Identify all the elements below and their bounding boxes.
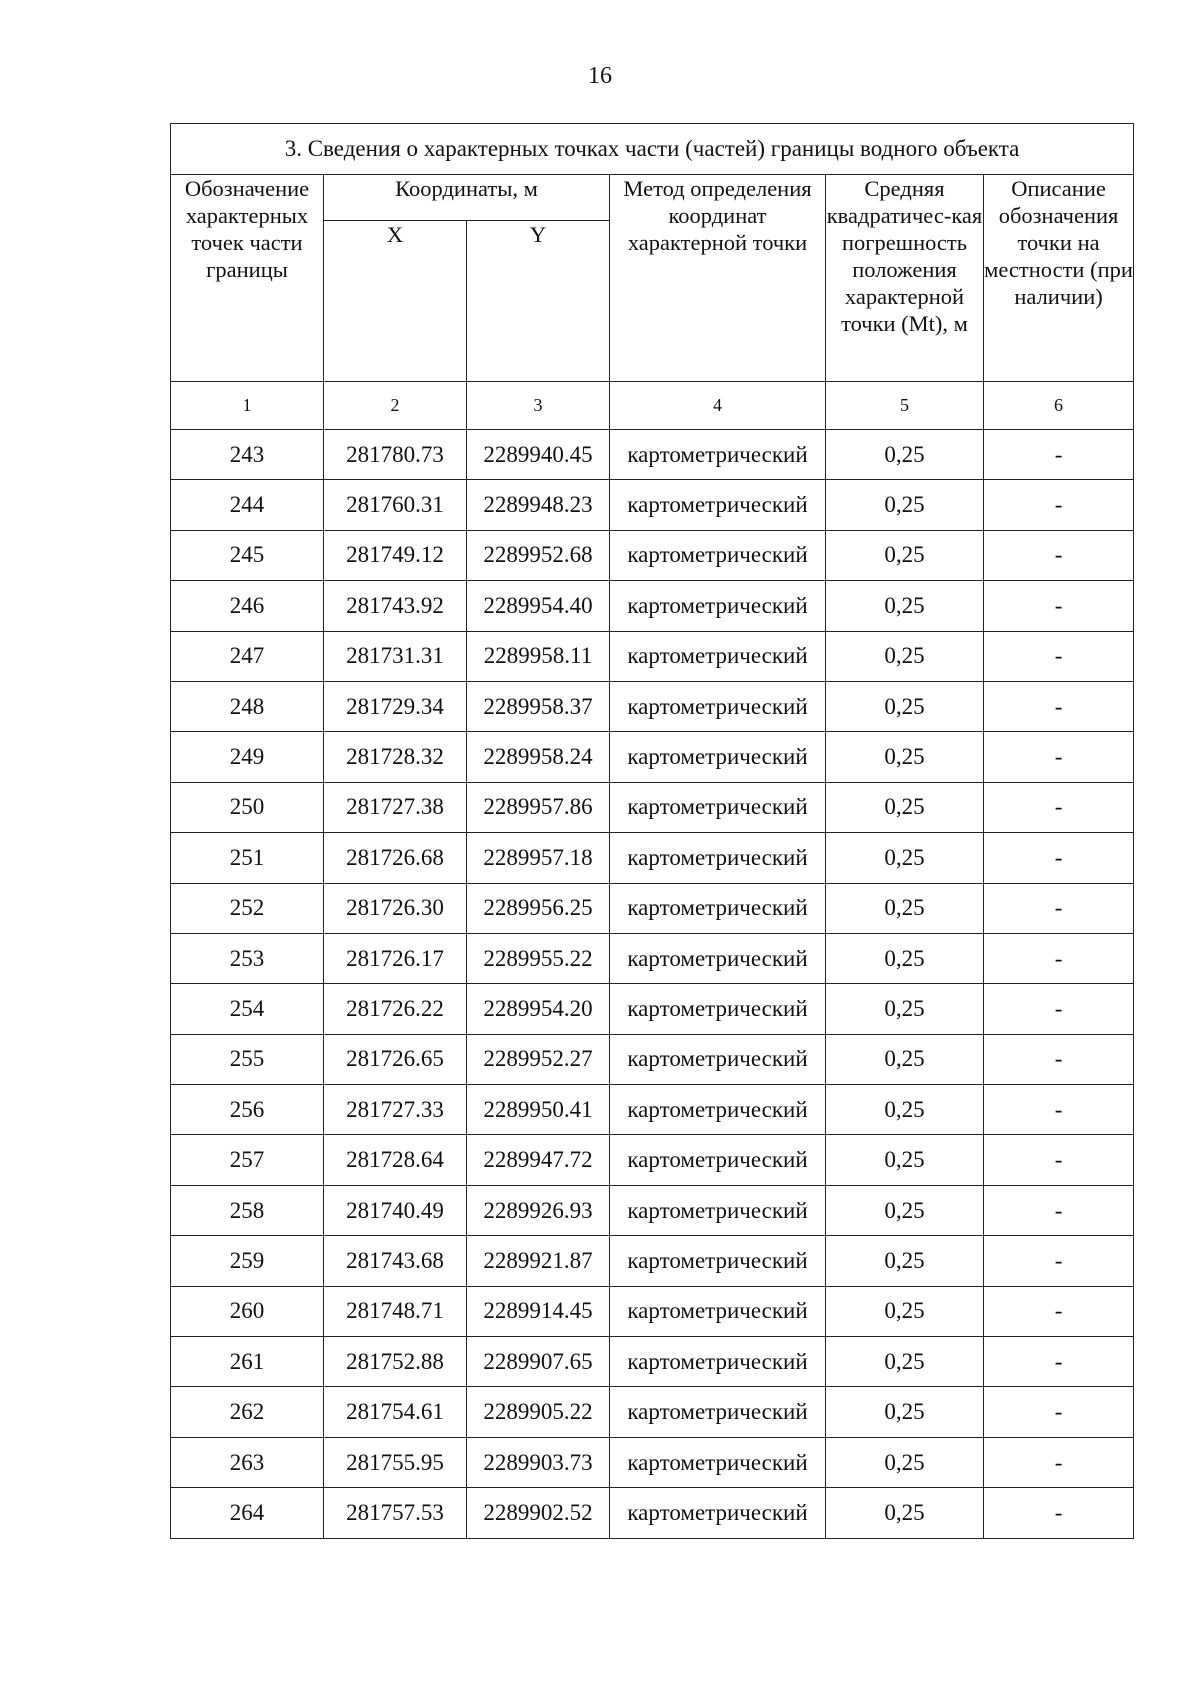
point-cell: 249 <box>171 732 324 782</box>
error-cell: 0,25 <box>826 1185 984 1235</box>
table-row <box>171 1286 1134 1336</box>
point-cell: 255 <box>171 1034 324 1084</box>
table-row <box>171 480 1134 530</box>
description-cell: - <box>984 1236 1134 1286</box>
description-cell: - <box>984 1387 1134 1437</box>
error-cell: 0,25 <box>826 1337 984 1387</box>
x-coordinate-cell: 281760.31 <box>324 480 467 530</box>
table-row <box>171 833 1134 883</box>
header-x: X <box>324 221 467 382</box>
column-numbers-row <box>171 382 1134 430</box>
header-y: Y <box>467 221 610 382</box>
error-cell: 0,25 <box>826 1085 984 1135</box>
point-cell: 261 <box>171 1337 324 1387</box>
header-row <box>171 175 1134 221</box>
point-cell: 246 <box>171 581 324 631</box>
point-cell: 247 <box>171 631 324 681</box>
point-cell: 259 <box>171 1236 324 1286</box>
y-coordinate-cell: 2289907.65 <box>467 1337 610 1387</box>
y-coordinate-cell: 2289955.22 <box>467 933 610 983</box>
x-coordinate-cell: 281726.22 <box>324 984 467 1034</box>
y-coordinate-cell: 2289957.86 <box>467 782 610 832</box>
method-cell: картометрический <box>610 681 826 731</box>
column-number: 5 <box>826 382 984 430</box>
x-coordinate-cell: 281728.64 <box>324 1135 467 1185</box>
x-coordinate-cell: 281729.34 <box>324 681 467 731</box>
description-cell: - <box>984 1437 1134 1487</box>
point-cell: 260 <box>171 1286 324 1336</box>
column-number: 3 <box>467 382 610 430</box>
description-cell: - <box>984 631 1134 681</box>
error-cell: 0,25 <box>826 530 984 580</box>
x-coordinate-cell: 281743.92 <box>324 581 467 631</box>
x-coordinate-cell: 281754.61 <box>324 1387 467 1437</box>
point-cell: 244 <box>171 480 324 530</box>
error-cell: 0,25 <box>826 984 984 1034</box>
method-cell: картометрический <box>610 1437 826 1487</box>
method-cell: картометрический <box>610 631 826 681</box>
y-coordinate-cell: 2289921.87 <box>467 1236 610 1286</box>
table-row <box>171 1236 1134 1286</box>
y-coordinate-cell: 2289954.40 <box>467 581 610 631</box>
error-cell: 0,25 <box>826 1437 984 1487</box>
description-cell: - <box>984 984 1134 1034</box>
method-cell: картометрический <box>610 1034 826 1084</box>
column-number: 2 <box>324 382 467 430</box>
point-cell: 250 <box>171 782 324 832</box>
point-cell: 248 <box>171 681 324 731</box>
column-number: 4 <box>610 382 826 430</box>
x-coordinate-cell: 281731.31 <box>324 631 467 681</box>
method-cell: картометрический <box>610 732 826 782</box>
y-coordinate-cell: 2289926.93 <box>467 1185 610 1235</box>
header-error: Средняя квадратичес-кая погрешность положения характерной точки (Mt), м <box>826 175 984 382</box>
table-row <box>171 782 1134 832</box>
description-cell: - <box>984 530 1134 580</box>
description-cell: - <box>984 480 1134 530</box>
method-cell: картометрический <box>610 1135 826 1185</box>
y-coordinate-cell: 2289952.27 <box>467 1034 610 1084</box>
y-coordinate-cell: 2289903.73 <box>467 1437 610 1487</box>
description-cell: - <box>984 581 1134 631</box>
method-cell: картометрический <box>610 1488 826 1538</box>
table-row <box>171 984 1134 1034</box>
method-cell: картометрический <box>610 984 826 1034</box>
table-row <box>171 933 1134 983</box>
method-cell: картометрический <box>610 782 826 832</box>
x-coordinate-cell: 281728.32 <box>324 732 467 782</box>
error-cell: 0,25 <box>826 782 984 832</box>
table-row <box>171 530 1134 580</box>
point-cell: 264 <box>171 1488 324 1538</box>
error-cell: 0,25 <box>826 480 984 530</box>
table-row <box>171 1387 1134 1437</box>
x-coordinate-cell: 281740.49 <box>324 1185 467 1235</box>
x-coordinate-cell: 281780.73 <box>324 430 467 480</box>
y-coordinate-cell: 2289952.68 <box>467 530 610 580</box>
error-cell: 0,25 <box>826 681 984 731</box>
description-cell: - <box>984 1085 1134 1135</box>
x-coordinate-cell: 281726.65 <box>324 1034 467 1084</box>
description-cell: - <box>984 430 1134 480</box>
table-title: 3. Сведения о характерных точках части (частей) границы водного объекта <box>171 124 1134 175</box>
table-row <box>171 1437 1134 1487</box>
method-cell: картометрический <box>610 480 826 530</box>
point-cell: 245 <box>171 530 324 580</box>
description-cell: - <box>984 883 1134 933</box>
x-coordinate-cell: 281752.88 <box>324 1337 467 1387</box>
y-coordinate-cell: 2289958.24 <box>467 732 610 782</box>
table-row <box>171 681 1134 731</box>
x-coordinate-cell: 281743.68 <box>324 1236 467 1286</box>
y-coordinate-cell: 2289958.11 <box>467 631 610 681</box>
page-number: 16 <box>588 63 612 89</box>
table-row <box>171 631 1134 681</box>
point-cell: 262 <box>171 1387 324 1437</box>
description-cell: - <box>984 1034 1134 1084</box>
method-cell: картометрический <box>610 581 826 631</box>
error-cell: 0,25 <box>826 631 984 681</box>
error-cell: 0,25 <box>826 1488 984 1538</box>
description-cell: - <box>984 782 1134 832</box>
x-coordinate-cell: 281726.68 <box>324 833 467 883</box>
description-cell: - <box>984 732 1134 782</box>
error-cell: 0,25 <box>826 732 984 782</box>
table-row <box>171 1135 1134 1185</box>
method-cell: картометрический <box>610 883 826 933</box>
description-cell: - <box>984 1337 1134 1387</box>
x-coordinate-cell: 281749.12 <box>324 530 467 580</box>
method-cell: картометрический <box>610 1286 826 1336</box>
point-cell: 263 <box>171 1437 324 1487</box>
table-row <box>171 1488 1134 1538</box>
table-row <box>171 1185 1134 1235</box>
header-designation: Обозначение характерных точек части границы <box>171 175 324 382</box>
x-coordinate-cell: 281748.71 <box>324 1286 467 1336</box>
table-row <box>171 732 1134 782</box>
error-cell: 0,25 <box>826 1034 984 1084</box>
y-coordinate-cell: 2289958.37 <box>467 681 610 731</box>
x-coordinate-cell: 281727.33 <box>324 1085 467 1135</box>
point-cell: 252 <box>171 883 324 933</box>
method-cell: картометрический <box>610 1236 826 1286</box>
description-cell: - <box>984 833 1134 883</box>
y-coordinate-cell: 2289905.22 <box>467 1387 610 1437</box>
method-cell: картометрический <box>610 1387 826 1437</box>
y-coordinate-cell: 2289947.72 <box>467 1135 610 1185</box>
point-cell: 251 <box>171 833 324 883</box>
description-cell: - <box>984 1286 1134 1336</box>
point-cell: 258 <box>171 1185 324 1235</box>
header-coordinates: Координаты, м <box>324 175 610 221</box>
table-row <box>171 430 1134 480</box>
point-cell: 256 <box>171 1085 324 1135</box>
method-cell: картометрический <box>610 530 826 580</box>
x-coordinate-cell: 281726.30 <box>324 883 467 933</box>
y-coordinate-cell: 2289956.25 <box>467 883 610 933</box>
error-cell: 0,25 <box>826 1286 984 1336</box>
method-cell: картометрический <box>610 1337 826 1387</box>
x-coordinate-cell: 281757.53 <box>324 1488 467 1538</box>
y-coordinate-cell: 2289950.41 <box>467 1085 610 1135</box>
error-cell: 0,25 <box>826 1387 984 1437</box>
description-cell: - <box>984 1135 1134 1185</box>
point-cell: 254 <box>171 984 324 1034</box>
description-cell: - <box>984 1185 1134 1235</box>
header-method: Метод определения координат характерной точки <box>610 175 826 382</box>
description-cell: - <box>984 933 1134 983</box>
method-cell: картометрический <box>610 1085 826 1135</box>
table-row <box>171 883 1134 933</box>
description-cell: - <box>984 681 1134 731</box>
error-cell: 0,25 <box>826 1236 984 1286</box>
table-title-row <box>171 124 1134 175</box>
y-coordinate-cell: 2289940.45 <box>467 430 610 480</box>
characteristic-points-table <box>170 123 1134 1539</box>
error-cell: 0,25 <box>826 833 984 883</box>
column-number: 1 <box>171 382 324 430</box>
y-coordinate-cell: 2289914.45 <box>467 1286 610 1336</box>
method-cell: картометрический <box>610 833 826 883</box>
y-coordinate-cell: 2289948.23 <box>467 480 610 530</box>
x-coordinate-cell: 281727.38 <box>324 782 467 832</box>
y-coordinate-cell: 2289957.18 <box>467 833 610 883</box>
table-row <box>171 581 1134 631</box>
table-row <box>171 1085 1134 1135</box>
method-cell: картометрический <box>610 430 826 480</box>
description-cell: - <box>984 1488 1134 1538</box>
method-cell: картометрический <box>610 1185 826 1235</box>
error-cell: 0,25 <box>826 581 984 631</box>
error-cell: 0,25 <box>826 430 984 480</box>
method-cell: картометрический <box>610 933 826 983</box>
table-row <box>171 1337 1134 1387</box>
table-row <box>171 1034 1134 1084</box>
point-cell: 243 <box>171 430 324 480</box>
y-coordinate-cell: 2289902.52 <box>467 1488 610 1538</box>
x-coordinate-cell: 281726.17 <box>324 933 467 983</box>
x-coordinate-cell: 281755.95 <box>324 1437 467 1487</box>
y-coordinate-cell: 2289954.20 <box>467 984 610 1034</box>
error-cell: 0,25 <box>826 883 984 933</box>
column-number: 6 <box>984 382 1134 430</box>
error-cell: 0,25 <box>826 1135 984 1185</box>
point-cell: 253 <box>171 933 324 983</box>
error-cell: 0,25 <box>826 933 984 983</box>
header-description: Описание обозначения точки на местности (при наличии) <box>984 175 1134 382</box>
point-cell: 257 <box>171 1135 324 1185</box>
